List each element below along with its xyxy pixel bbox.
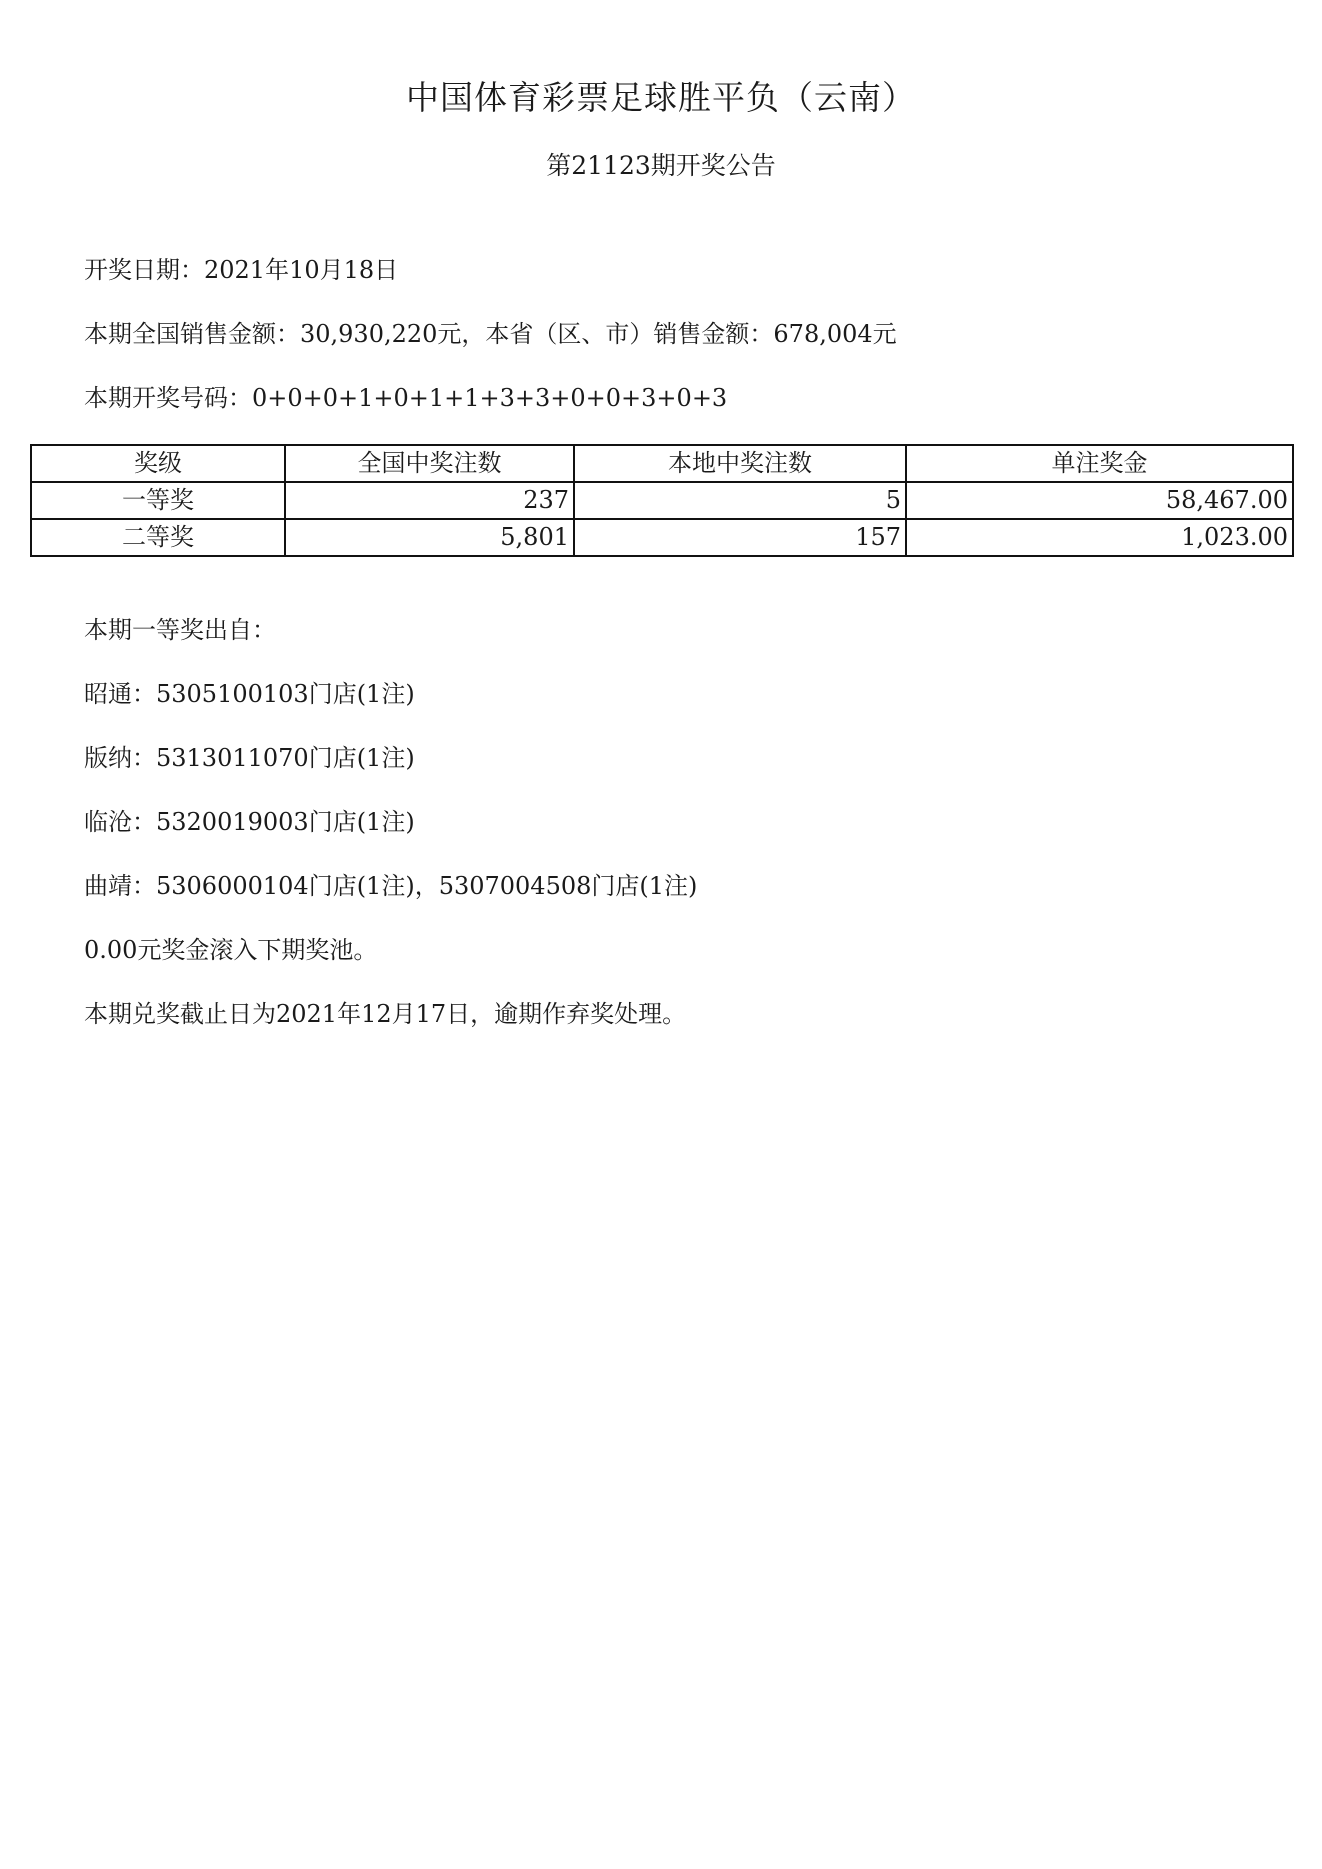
sales-amount: 本期全国销售金额：30,930,220元，本省（区、市）销售金额：678,004元 <box>84 320 897 348</box>
winner-item: 版纳：5313011070门店(1注) <box>84 744 415 772</box>
row-local-count: 157 <box>574 519 906 556</box>
row-national-count: 237 <box>285 482 574 519</box>
page-title: 中国体育彩票足球胜平负（云南） <box>406 78 916 117</box>
rollover-note: 0.00元奖金滚入下期奖池。 <box>84 936 378 964</box>
header-prize: 单注奖金 <box>906 445 1293 482</box>
deadline-note: 本期兑奖截止日为2021年12月17日，逾期作弃奖处理。 <box>84 1000 687 1028</box>
winner-item: 临沧：5320019003门店(1注) <box>84 808 415 836</box>
row-local-count: 5 <box>574 482 906 519</box>
winning-numbers: 本期开奖号码：0+0+0+1+0+1+1+3+3+0+0+3+0+3 <box>84 384 728 412</box>
row-level: 一等奖 <box>31 482 285 519</box>
winner-item: 昭通：5305100103门店(1注) <box>84 680 415 708</box>
table-row <box>31 519 1293 556</box>
page-subtitle: 第21123期开奖公告 <box>546 151 776 180</box>
row-national-count: 5,801 <box>285 519 574 556</box>
header-local-count: 本地中奖注数 <box>574 445 906 482</box>
row-prize: 58,467.00 <box>906 482 1293 519</box>
table-header-row <box>31 445 1293 482</box>
header-national-count: 全国中奖注数 <box>285 445 574 482</box>
row-level: 二等奖 <box>31 519 285 556</box>
draw-date: 开奖日期：2021年10月18日 <box>84 256 399 284</box>
winners-heading: 本期一等奖出自： <box>84 616 276 644</box>
table-row <box>31 482 1293 519</box>
winner-item: 曲靖：5306000104门店(1注)，5307004508门店(1注) <box>84 872 698 900</box>
prize-table <box>30 444 1294 557</box>
row-prize: 1,023.00 <box>906 519 1293 556</box>
header-level: 奖级 <box>31 445 285 482</box>
